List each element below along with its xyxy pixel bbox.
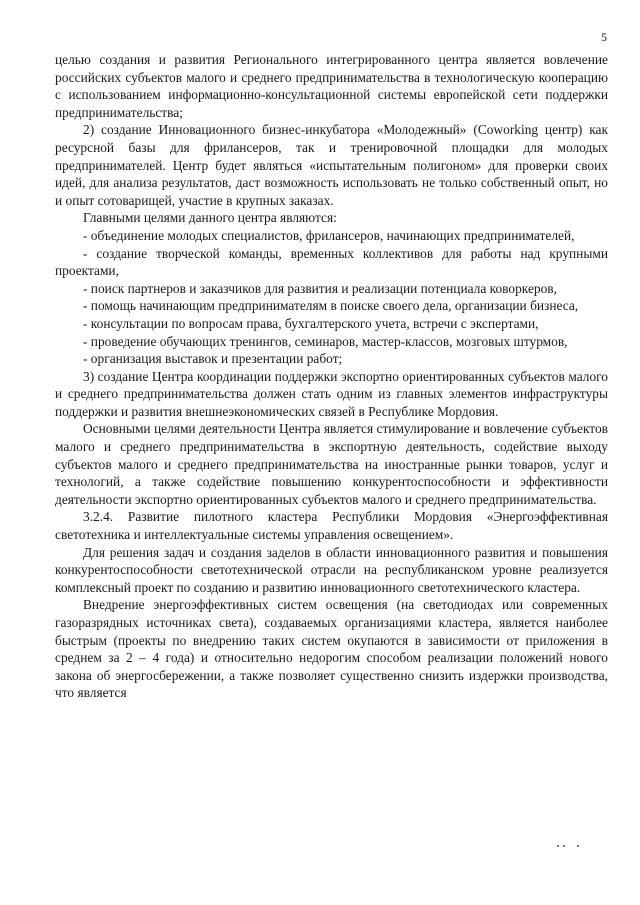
paragraph-2: 2) создание Инновационного бизнес-инкубатора «Молодежный» (Coworking центр) как ресурсной базы для фрилансеров, так и тренировочной площадки для молодых предпринимателей. Центр будет являться «испытательным полигоном» для проверки своих идей, для анализа результатов, даст возможность использовать не только собственный опыт, но и опыт сотоварищей, участие в крупных заказах.: [55, 122, 608, 208]
paragraph-1: целью создания и развития Регионального интегрированного центра является вовлечение российских субъектов малого и среднего предпринимательства в технологическую кооперацию с использованием информационно-консультационной системы европейской сети поддержки предпринимательства;: [55, 52, 608, 120]
paragraph-3: Главными целями данного центра являются:: [83, 210, 337, 226]
list-item-3: - поиск партнеров и заказчиков для развития и реализации потенциала коворкеров,: [83, 280, 557, 296]
paragraph-6: Для решения задач и создания заделов в области инновационного развития и повышения конкурентоспособности светотехнической отрасли на республиканском уровне реализуется комплексный проект по созданию и развитию инновационного светотехнического кластера.: [55, 544, 608, 595]
scan-mark: [557, 845, 587, 849]
list-item-5: - консультации по вопросам права, бухгалтерского учета, встречи с экспертами,: [83, 315, 539, 331]
page-number: 5: [601, 30, 607, 44]
paragraph-5: Основными целями деятельности Центра является стимулирование и вовлечение субъектов малого и среднего предпринимательства в экспортную деятельность, содействие выходу субъектов малого и среднего предпринимательства на иностранные рынки товаров, услуг и технологий, а также содействие повышению конкурентоспособности и эффективности деятельности экспортно ориентированных субъектов малого и среднего предпринимательства.: [55, 421, 608, 507]
document-body: [55, 51, 608, 702]
list-item-4: - помощь начинающим предпринимателям в поиске своего дела, организации бизнеса,: [83, 298, 579, 314]
list-item-7: - организация выставок и презентации работ;: [83, 351, 343, 367]
paragraph-7: Внедрение энергоэффективных систем освещения (на светодиодах или современных газоразрядных источниках света), создаваемых организациями кластера, является наиболее быстрым (проекты по внедрению таких систем окупаются в зависимости от приложения в среднем за 2 – 4 года) и относительно недорогим способом реализации положений нового закона об энергосбережении, а также позволяет существенно снизить издержки производства, что является: [55, 597, 608, 701]
list-item-6: - проведение обучающих тренингов, семинаров, мастер-классов, мозговых штурмов,: [83, 333, 568, 349]
list-item-2: - создание творческой команды, временных коллективов для работы над крупными проектами,: [55, 245, 608, 279]
section-heading: 3.2.4. Развитие пилотного кластера Республики Мордовия «Энергоэффективная светотехника и интеллектуальные системы управления освещением».: [55, 509, 608, 543]
paragraph-4: 3) создание Центра координации поддержки экспортно ориентированных субъектов малого и среднего предпринимательства должен стать одним из главных элементов инфраструктуры поддержки и развития внешнеэкономических связей в Республике Мордовия.: [55, 368, 608, 419]
list-item-1: - объединение молодых специалистов, фрилансеров, начинающих предпринимателей,: [83, 227, 575, 243]
